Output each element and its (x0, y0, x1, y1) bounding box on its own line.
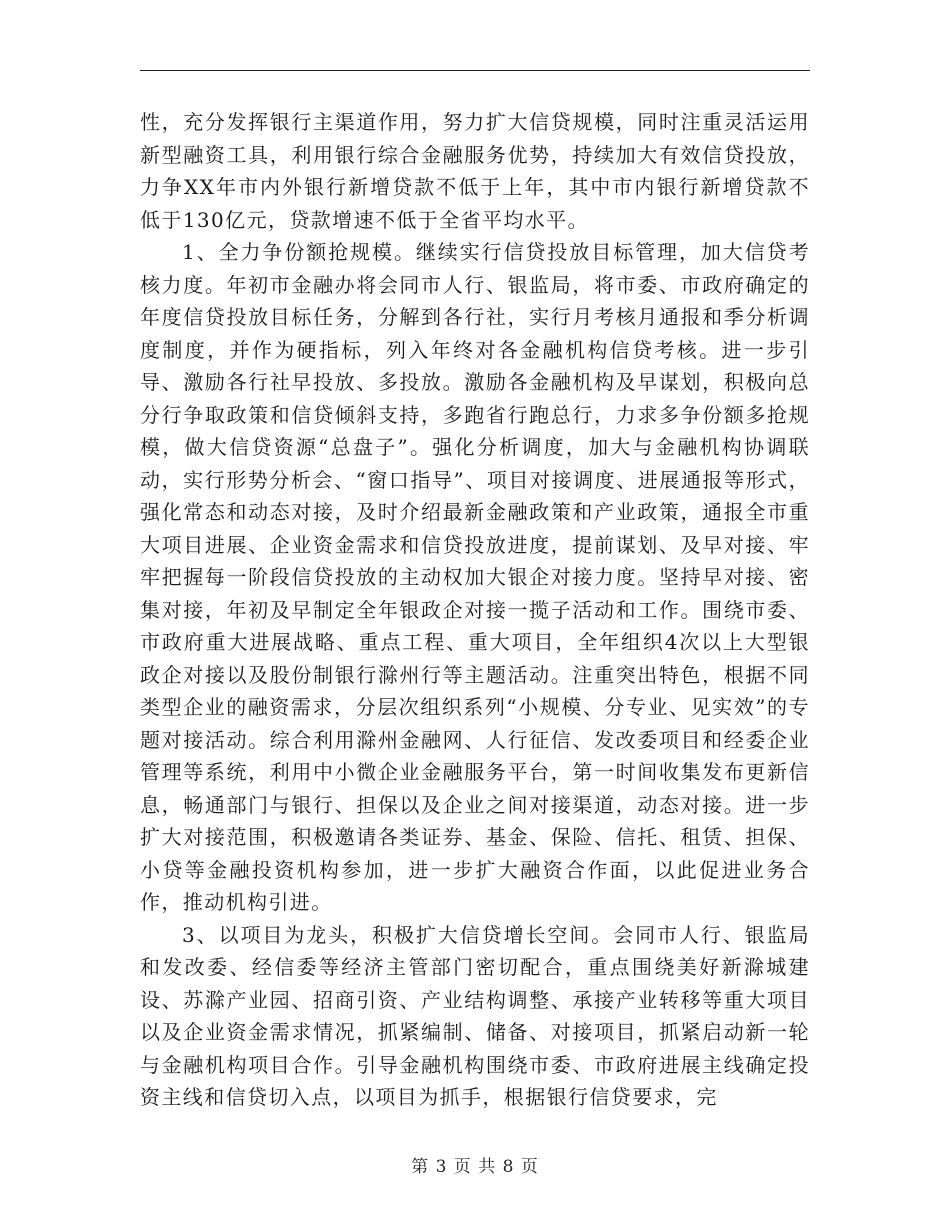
paragraph-item-1: 1、全力争份额抢规模。继续实行信贷投放目标管理，加大信贷考核力度。年初市金融办将会同市人行、银监局，将市委、市政府确定的年度信贷投放目标任务，分解到各行社，实行月考核月通报和季分析调度制度，并作为硬指标，列入年终对各金融机构信贷考核。进一步引导、激励各行社早投放、多投放。激励各金融机构及早谋划，积极向总分行争取政策和信贷倾斜支持，多跑省行跑总行，力求多争份额多抢规模，做大信贷资源“总盘子”。强化分析调度，加大与金融机构协调联动，实行形势分析会、“窗口指导”、项目对接调度、进展通报等形式，强化常态和动态对接，及时介绍最新金融政策和产业政策，通报全市重大项目进展、企业资金需求和信贷投放进度，提前谋划、及早对接、牢牢把握每一阶段信贷投放的主动权加大银企对接力度。坚持早对接、密集对接，年初及早制定全年银政企对接一揽子活动和工作。围绕市委、市政府重大进展战略、重点工程、重大项目，全年组织4次以上大型银政企对接以及股份制银行滁州行等主题活动。注重突出特色，根据不同类型企业的融资需求，分层次组织系列“小规模、分专业、见实效”的专题对接活动。综合利用滁州金融网、人行征信、发改委项目和经委企业管理等系统，利用中小微企业金融服务平台，第一时间收集发布更新信息，畅通部门与银行、担保以及企业之间对接渠道，动态对接。进一步扩大对接范围，积极邀请各类证券、基金、保险、信托、租赁、担保、小贷等金融投资机构参加，进一步扩大融资合作面，以此促进业务合作，推动机构引进。 (140, 240, 810, 914)
paragraph-item-3: 3、以项目为龙头，积极扩大信贷增长空间。会同市人行、银监局和发改委、经信委等经济主管部门密切配合，重点围绕美好新滁城建设、苏滁产业园、招商引资、产业结构调整、承接产业转移等重大项目以及企业资金需求情况，抓紧编制、储备、对接项目，抓紧启动新一轮与金融机构项目合作。引导金融机构围绕市委、市政府进展主线确定投资主线和信贷切入点，以项目为抓手，根据银行信贷要求，完 (140, 922, 810, 1109)
document-body (140, 106, 810, 1114)
header-rule (140, 70, 810, 71)
page-number-footer: 第 3 页 共 8 页 (411, 1157, 539, 1177)
paragraph-continuation: 性，充分发挥银行主渠道作用，努力扩大信贷规模，同时注重灵活运用新型融资工具，利用银行综合金融服务优势，持续加大有效信贷投放，力争XX年市内外银行新增贷款不低于上年，其中市内银行新增贷款不低于130亿元，贷款增速不低于全省平均水平。 (140, 110, 810, 232)
